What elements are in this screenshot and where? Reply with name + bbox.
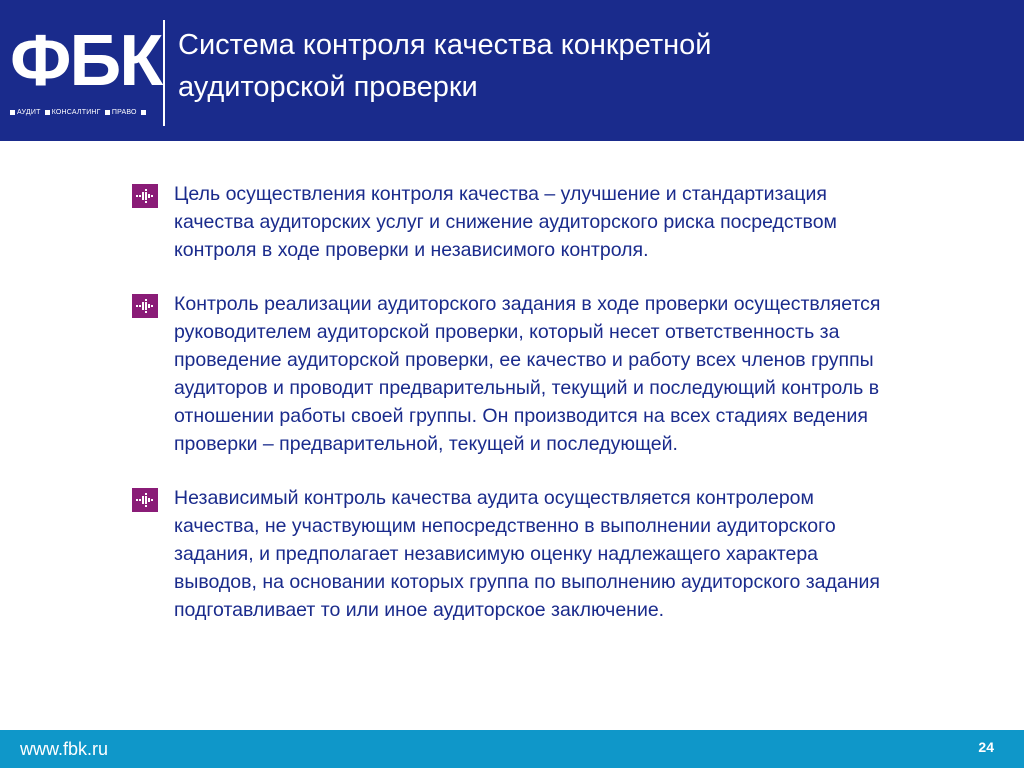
logo-tagline bbox=[10, 108, 148, 118]
slide-title-line1: Система контроля качества конкретной bbox=[178, 29, 712, 61]
website-link[interactable]: www.fbk.ru bbox=[20, 739, 109, 759]
fbk-logo bbox=[10, 22, 160, 122]
header-bar bbox=[0, 0, 1024, 141]
page-number: 24 bbox=[978, 739, 994, 755]
tagline-audit: АУДИТ bbox=[17, 109, 41, 116]
bullet-item bbox=[132, 484, 1012, 624]
bullet-arrow-icon bbox=[132, 294, 158, 318]
footer-bar bbox=[0, 730, 1024, 768]
bullet-text: Цель осуществления контроля качества – улучшение и стандартизация качества аудиторских услуг и снижение аудиторского риска посредством контроля в ходе проверки и независимого контроля. bbox=[174, 183, 837, 261]
slide-title bbox=[178, 24, 978, 108]
slide-title-line2: аудиторской проверки bbox=[178, 71, 478, 103]
bullet-list bbox=[132, 180, 1012, 650]
bullet-text: Контроль реализации аудиторского задания в ходе проверки осуществляется руководителем аудиторской проверки, который несет ответственность за проведение аудиторской проверки, ее качество и работу всех членов группы аудиторов и проводит предварительный, текущий и последующий контроль в отношении работы своей группы. Он производится на всех стадиях ведения проверки – предварительной, текущей и последующей. bbox=[174, 293, 881, 455]
header-divider bbox=[163, 20, 165, 126]
bullet-item bbox=[132, 290, 1012, 458]
bullet-text: Независимый контроль качества аудита осуществляется контролером качества, не участвующим непосредственно в выполнении аудиторского задания, и предполагает независимую оценку надлежащего характера выводов, на основании которых группа по выполнению аудиторского задания подготавливает то или иное аудиторское заключение. bbox=[174, 487, 880, 621]
tagline-consulting: КОНСАЛТИНГ bbox=[51, 109, 101, 116]
bullet-arrow-icon bbox=[132, 488, 158, 512]
logo-text: ФБК bbox=[10, 21, 162, 101]
bullet-item bbox=[132, 180, 1012, 264]
tagline-law: ПРАВО bbox=[111, 109, 137, 116]
bullet-arrow-icon bbox=[132, 184, 158, 208]
